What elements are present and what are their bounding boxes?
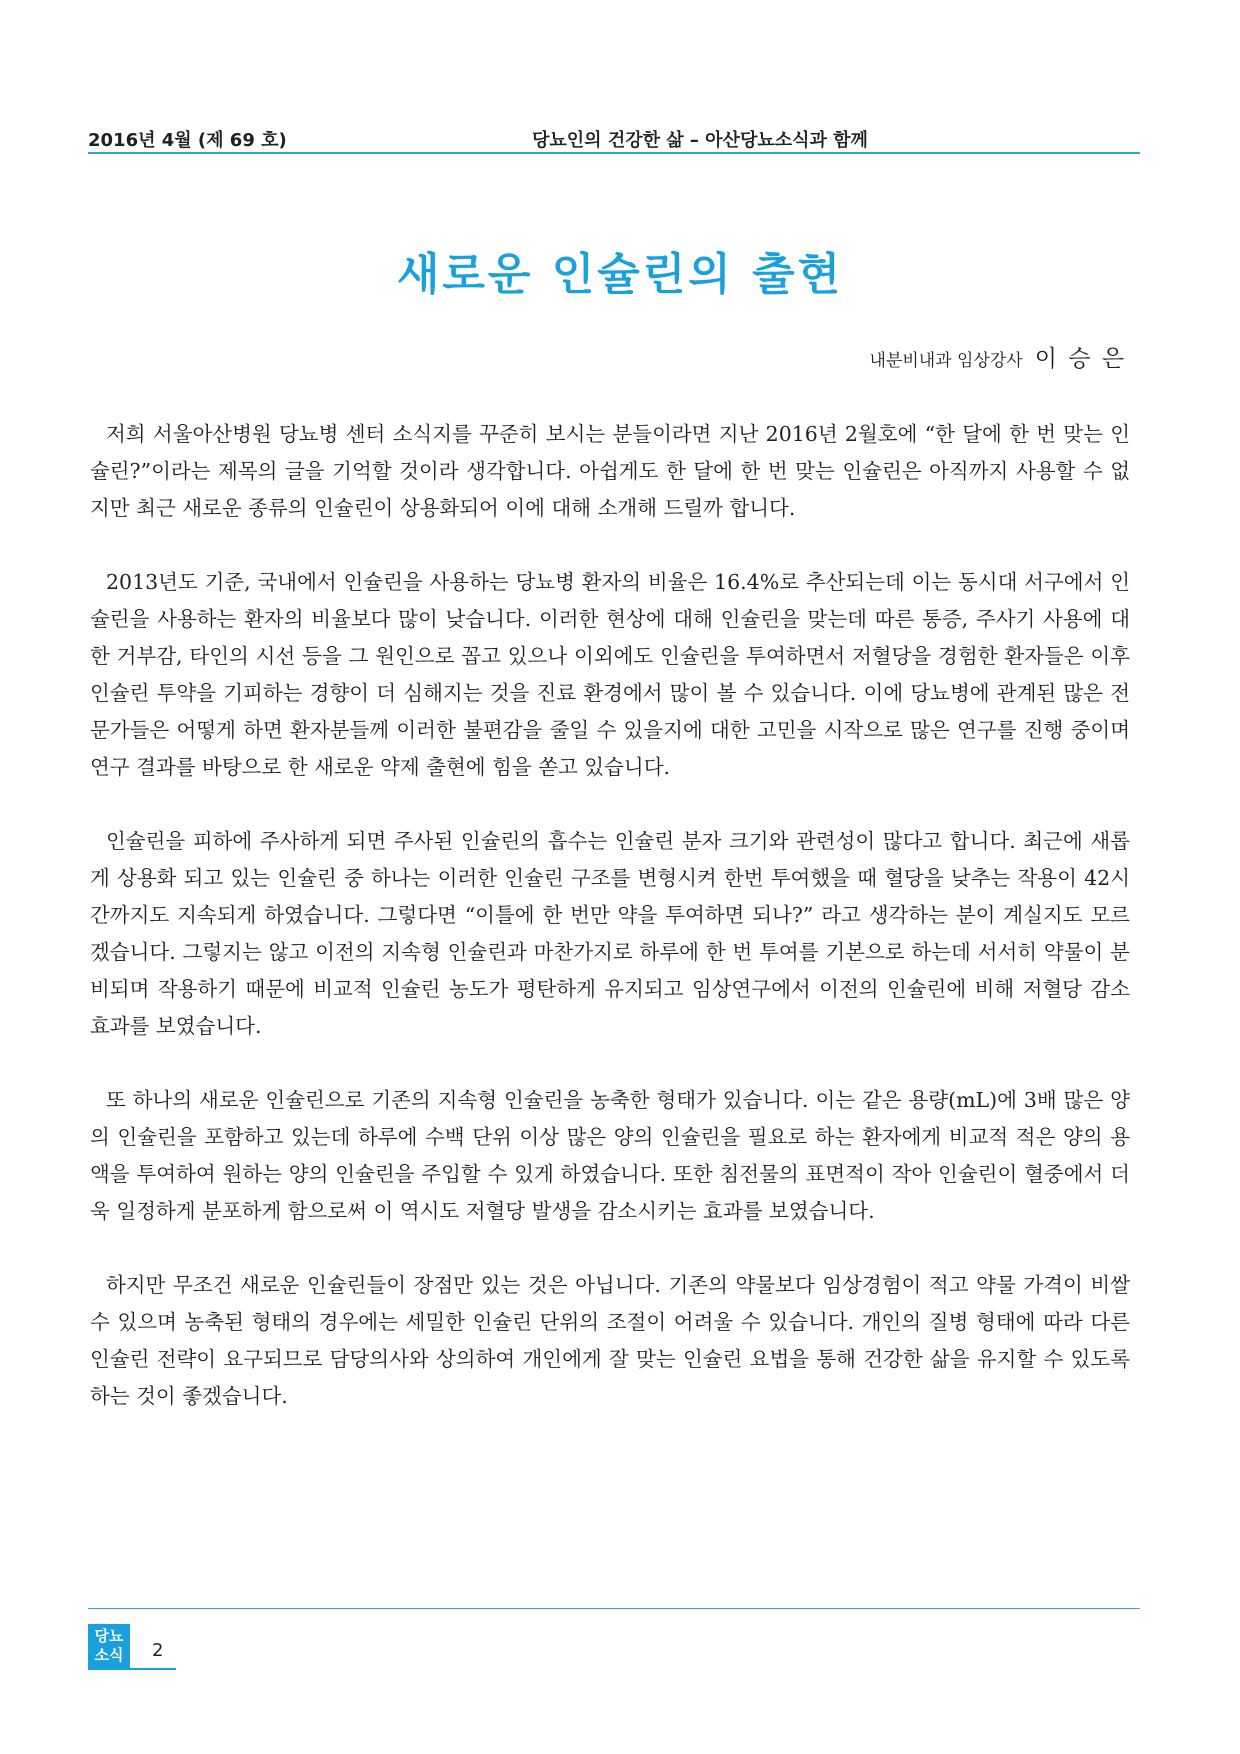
author-byline	[870, 340, 1126, 373]
badge-line: 소식	[94, 1646, 124, 1664]
article-body	[90, 416, 1130, 1452]
badge-line: 당뇨	[94, 1627, 124, 1645]
paragraph: 하지만 무조건 새로운 인슐린들이 장점만 있는 것은 아닙니다. 기존의 약물보다 임상경험이 적고 약물 가격이 비쌀 수 있으며 농축된 형태의 경우에는 세밀한 인슐린 단위의 조절이 어려울 수 있습니다. 개인의 질병 형태에 따라 다른 인슐린 전략이 요구되므로 담당의사와 상의하여 개인에게 잘 맞는 인슐린 요법을 통해 건강한 삶을 유지할 수 있도록 하는 것이 좋겠습니다.	[90, 1273, 1130, 1408]
author-name: 이 승 은	[1034, 346, 1126, 372]
page-header	[88, 122, 1140, 154]
paragraph: 또 하나의 새로운 인슐린으로 기존의 지속형 인슐린을 농축한 형태가 있습니다. 이는 같은 용량(mL)에 3배 많은 양의 인슐린을 포함하고 있는데 하루에 수백 단위 이상 많은 양의 인슐린을 필요로 하는 환자에게 비교적 적은 양의 용액을 투여하여 원하는 양의 인슐린을 주입할 수 있게 하였습니다. 또한 침전물의 표면적이 작아 인슐린이 혈중에서 더욱 일정하게 분포하게 함으로써 이 역시도 저혈당 발생을 감소시키는 효과를 보였습니다.	[90, 1088, 1130, 1223]
newsletter-badge	[88, 1624, 130, 1670]
paragraph: 저희 서울아산병원 당뇨병 센터 소식지를 꾸준히 보시는 분들이라면 지난 2016년 2월호에 “한 달에 한 번 맞는 인슐린?”이라는 제목의 글을 기억할 것이라 생각합니다. 아쉽게도 한 달에 한 번 맞는 인슐린은 아직까지 사용할 수 없지만 최근 새로운 종류의 인슐린이 상용화되어 이에 대해 소개해 드릴까 합니다.	[90, 422, 1130, 520]
footer-divider	[88, 1608, 1140, 1609]
newsletter-title: 당뇨인의 건강한 삶 – 아산당뇨소식과 함께	[532, 130, 868, 151]
article-title: 새로운 인슐린의 출현	[396, 249, 844, 300]
footer-underline	[88, 1668, 176, 1670]
paragraph: 인슐린을 피하에 주사하게 되면 주사된 인슐린의 흡수는 인슐린 분자 크기와 관련성이 많다고 합니다. 최근에 새롭게 상용화 되고 있는 인슐린 중 하나는 이러한 인슐린 구조를 변형시켜 한번 투여했을 때 혈당을 낮추는 작용이 42시간까지도 지속되게 하였습니다. 그렇다면 “이틀에 한 번만 약을 투여하면 되나?” 라고 생각하는 분이 계실지도 모르겠습니다. 그렇지는 않고 이전의 지속형 인슐린과 마찬가지로 하루에 한 번 투여를 기본으로 하는데 서서히 약물이 분비되며 작용하기 때문에 비교적 인슐린 농도가 평탄하게 유지되고 임상연구에서 이전의 인슐린에 비해 저혈당 감소 효과를 보였습니다.	[90, 829, 1130, 1038]
author-role: 내분비내과 임상강사	[869, 351, 1023, 371]
page-number: 2	[152, 1640, 164, 1661]
paragraph: 2013년도 기준, 국내에서 인슐린을 사용하는 당뇨병 환자의 비율은 16.4%로 추산되는데 이는 동시대 서구에서 인슐린을 사용하는 환자의 비율보다 많이 낮습니다. 이러한 현상에 대해 인슐린을 맞는데 따른 통증, 주사기 사용에 대한 거부감, 타인의 시선 등을 그 원인으로 꼽고 있으나 이외에도 인슐린을 투여하면서 저혈당을 경험한 환자들은 이후 인슐린 투약을 기피하는 경향이 더 심해지는 것을 진료 환경에서 많이 볼 수 있습니다. 이에 당뇨병에 관계된 많은 전문가들은 어떻게 하면 환자분들께 이러한 불편감을 줄일 수 있을지에 대한 고민을 시작으로 많은 연구를 진행 중이며 연구 결과를 바탕으로 한 새로운 약제 출현에 힘을 쏟고 있습니다.	[90, 570, 1130, 779]
issue-label: 2016년 4월 (제 69 호)	[88, 130, 287, 151]
